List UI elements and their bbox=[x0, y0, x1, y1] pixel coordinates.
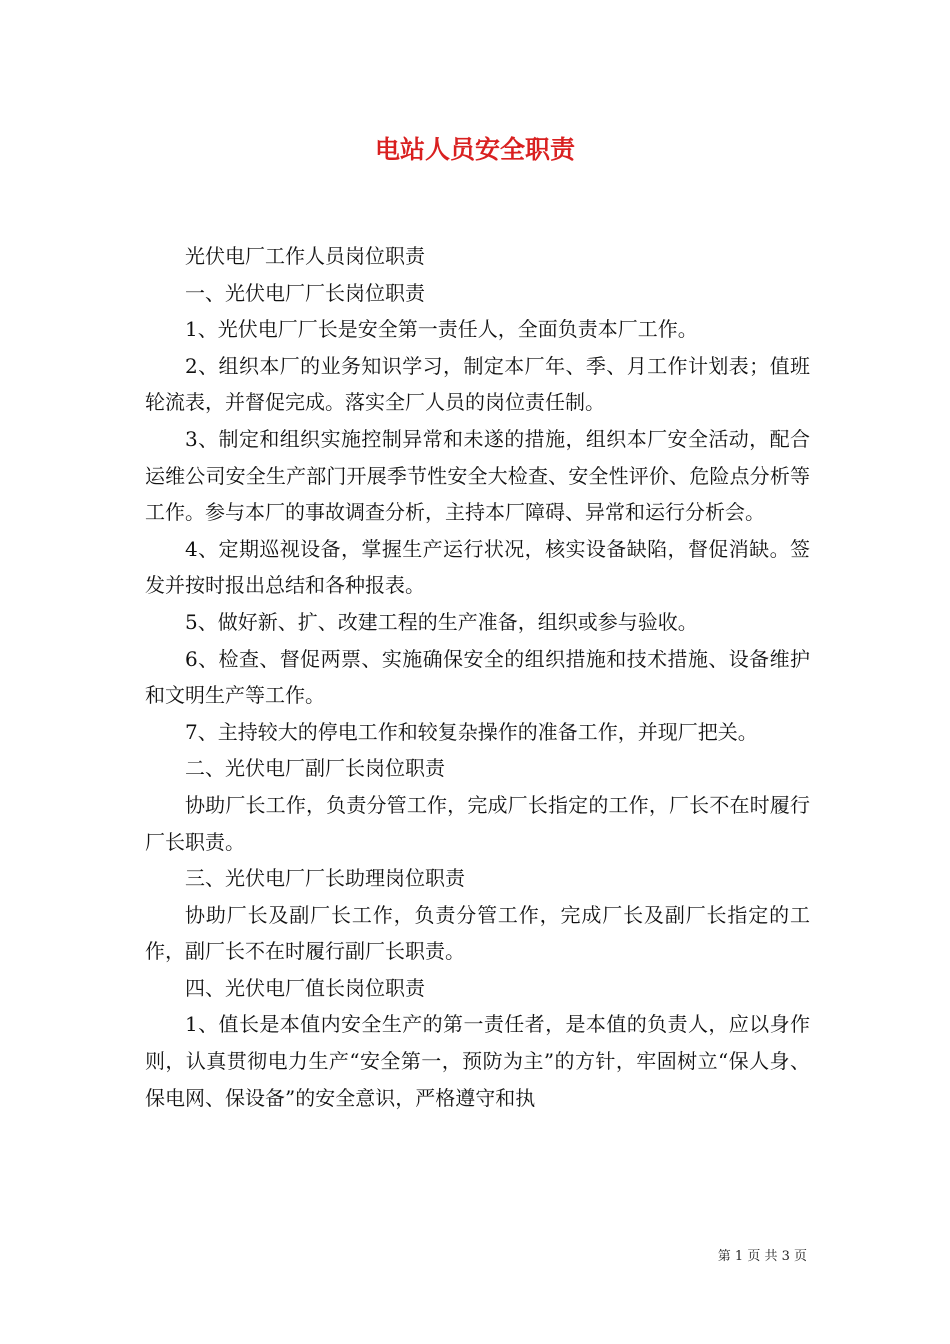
paragraph: 协助厂长工作，负责分管工作，完成厂长指定的工作，厂长不在时履行厂长职责。 bbox=[145, 792, 810, 854]
section-heading-2: 二、光伏电厂副厂长岗位职责 bbox=[185, 756, 445, 781]
section-heading-3: 三、光伏电厂厂长助理岗位职责 bbox=[185, 866, 465, 891]
paragraph: 4、定期巡视设备，掌握生产运行状况，核实设备缺陷，督促消缺。签发并按时报出总结和各种报表。 bbox=[145, 536, 810, 598]
paragraph: 6、检查、督促两票、实施确保安全的组织措施和技术措施、设备维护和文明生产等工作。 bbox=[145, 646, 810, 708]
section-intro: 光伏电厂工作人员岗位职责 bbox=[185, 244, 425, 268]
paragraph: 2、组织本厂的业务知识学习，制定本厂年、季、月工作计划表；值班轮流表，并督促完成。落实全厂人员的岗位责任制。 bbox=[145, 353, 810, 415]
document-title: 电站人员安全职责 bbox=[374, 135, 575, 164]
paragraph: 1、光伏电厂厂长是安全第一责任人，全面负责本厂工作。 bbox=[185, 317, 698, 342]
paragraph: 3、制定和组织实施控制异常和未遂的措施，组织本厂安全活动，配合运维公司安全生产部门开展季节性安全大检查、安全性评价、危险点分析等工作。参与本厂的事故调查分析，主持本厂障碍、异常和运行分析会。 bbox=[145, 426, 810, 525]
paragraph: 1、值长是本值内安全生产的第一责任者，是本值的负责人，应以身作则，认真贯彻电力生产“安全第一，预防为主”的方针，牢固树立“保人身、保电网、保设备”的安全意识，严格遵守和执 bbox=[145, 1012, 810, 1110]
document-body bbox=[145, 238, 810, 1116]
paragraph: 协助厂长及副厂长工作，负责分管工作，完成厂长及副厂长指定的工作，副厂长不在时履行副厂长职责。 bbox=[145, 902, 810, 964]
section-heading-4: 四、光伏电厂值长岗位职责 bbox=[185, 975, 425, 1000]
section-heading-1: 一、光伏电厂厂长岗位职责 bbox=[185, 280, 425, 305]
page-number: 第 1 页 共 3 页 bbox=[717, 1249, 807, 1264]
paragraph: 5、做好新、扩、改建工程的生产准备，组织或参与验收。 bbox=[185, 609, 698, 634]
paragraph: 7、主持较大的停电工作和较复杂操作的准备工作，并现厂把关。 bbox=[185, 719, 758, 744]
